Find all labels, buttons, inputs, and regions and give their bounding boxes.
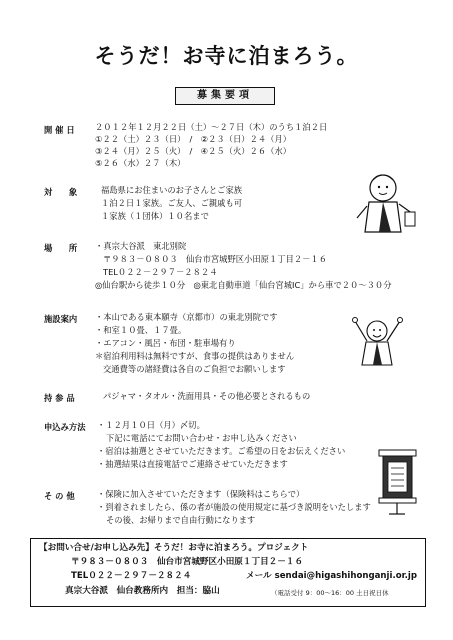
date-line: ③２４（月）２５（火） / ④２５（火）２６（水） [95,146,292,156]
label-date: 開 催 日 [44,125,75,135]
contact-box [30,538,426,607]
label-facility: 施設案内 [44,314,78,324]
place-line: 〒９８３－０８０３ 仙台市宮城野区小田原１丁目２－１６ [103,254,328,264]
temple-lantern-illustration [375,448,420,518]
contact-org: 真宗大谷派 仙台教務所内 担当：脇山 [65,586,220,596]
monk-illustration [355,170,420,240]
contact-address: 〒９８３－０８０３ 仙台市宮城野区小田原１丁目２－１６ [71,557,304,567]
facility-line: ・本山である東本願寺（京都市）の東北別院です [95,312,278,322]
contact-tel: TEL０２２－２９７－２８２４ [71,571,192,581]
label-other: そ の 他 [44,491,75,501]
facility-line: ・エアコン・風呂・布団・駐車場有り [95,338,236,348]
apply-line: ・抽選結果は直接電話でご連絡させていただきます [97,459,288,469]
date-line: ２０１２年１２月２２日（土）～２７日（木）のうち１泊２日 [95,122,328,132]
place-line: ◎仙台駅から徒歩１０分 ◎東北自動車道「仙台宮城IC」から車で２０～３０分 [95,280,392,290]
contact-heading: 【お問い合せ/お申し込み先】そうだ！お寺に泊まろう。プロジェクト [39,543,309,553]
facility-line: ＊宿泊利用料は無料ですが、食事の提供はありません [95,351,295,361]
apply-line: ・１２月１０日（月）〆切。 [97,420,205,430]
target-line: 福島県にお住まいのお子さんとご家族 [101,185,243,195]
label-apply: 申込み方法 [44,422,86,432]
subtitle-badge: 募集要項 [175,87,275,105]
apply-line: 下記に電話にてお問い合わせ・お申し込みください [106,433,297,443]
target-line: １泊２日１家族。ご友人、ご親戚も可 [101,198,243,208]
date-line: ①２２（土）２３（日） / ②２３（日）２４（月） [95,134,292,144]
items-line: パジャマ・タオル・洗面用具・その他必要とされるもの [103,391,311,401]
other-line: ・保険に加入させていただきます（保険料はこちらで） [97,489,305,499]
facility-line: 交通費等の諸経費は各自のご負担でお願いします [103,364,286,374]
facility-line: ・和室１０畳、１７畳。 [95,325,187,335]
place-line: TEL０２２－２９７－２８２４ [103,267,218,277]
page-title: そうだ！お寺に泊まろう。 [94,44,359,68]
other-line: その後、お帰りまで自由行動になります [106,515,256,525]
target-line: １家族（１団体）１０名まで [101,211,209,221]
label-place: 場 所 [44,243,78,253]
cheering-monk-illustration [350,315,405,370]
date-line: ⑤２６（水）２７（木） [95,158,186,168]
place-line: ・真宗大谷派 東北別院 [95,241,187,251]
apply-line: ・宿泊は抽選とさせていただきます。ご希望の日をお伝えください [97,446,346,456]
contact-mail[interactable]: メール sendai@higashihonganji.or.jp [246,571,417,581]
contact-hours: （電話受付 9：00～16：00 土日祝日休 [271,589,389,597]
label-items: 持 参 品 [44,393,75,403]
label-target: 対 象 [44,187,78,197]
other-line: ・到着されましたら、係の者が施設の使用規定に基づき説明をいたします [97,502,371,512]
